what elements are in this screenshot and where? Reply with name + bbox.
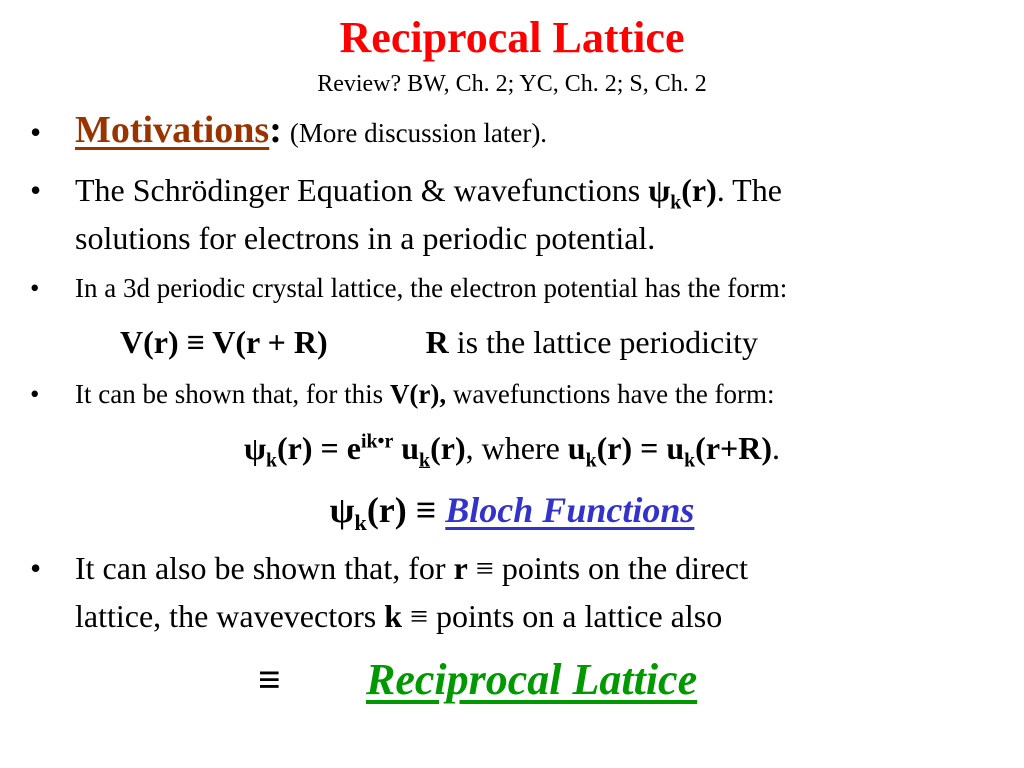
psi-symbol: ψ [648,172,671,208]
bullet-marker: • [30,273,40,303]
form-text-after: wavefunctions have the form: [446,379,775,409]
bloch-functions-definition [0,486,1024,534]
schrodinger-after: . The [716,172,782,208]
eq2-where: , where [465,430,568,466]
eq2-exp-base: (r) = e [277,430,361,466]
eq2-exponent: ik•r [360,430,394,453]
eq2-u-subscript: k [419,449,431,472]
schrodinger-bullet [75,166,984,262]
bloch-form-equation [0,426,1024,470]
bullet-marker: • [30,379,40,409]
final-equiv-symbol: ≡ [258,657,281,702]
equiv-symbol: ≡ [415,490,446,530]
form-text-before: It can be shown that, for this [75,379,390,409]
motivations-line [75,106,984,157]
eq3-arg: (r) [366,490,416,530]
bullet-marker: • [30,114,42,150]
reciprocal-text-2: ≡ points on the direct [467,550,748,586]
schrodinger-line-1 [75,166,984,214]
eq2-u-arg: (r) [430,430,466,466]
bullet-marker: • [30,172,42,208]
psi-subscript-k: k [265,449,278,472]
reciprocal-bullet [75,544,984,640]
psi-symbol: ψ [243,430,266,466]
eq2-period: . [772,430,781,466]
slide-title: Reciprocal Lattice [339,13,685,62]
schrodinger-line-2: solutions for electrons in a periodic potential. [75,220,656,256]
periodicity-text: is the lattice periodicity [448,324,759,360]
reciprocal-text-3: lattice, the wavevectors [75,598,385,634]
wavevector-k: k [384,598,402,634]
potential-symbol: V(r), [389,379,447,409]
reciprocal-text-4: ≡ points on a lattice also [401,598,723,634]
reciprocal-line-2 [75,592,984,640]
reciprocal-line-1 [75,544,984,592]
eq2-u: u [393,430,420,466]
reciprocal-lattice-link[interactable]: Reciprocal Lattice [366,655,698,704]
bloch-functions-link[interactable]: Bloch Functions [445,490,695,530]
bullet-marker: • [30,550,42,586]
eq2-periodic-u-sub-2: k [684,449,696,472]
psi-subscript-k: k [354,510,367,536]
potential-bullet: In a 3d periodic crystal lattice, the electron potential has the form: [75,273,788,303]
psi-arg: (r) [681,172,717,208]
psi-symbol: ψ [329,490,355,530]
lattice-vector-R: R [425,324,449,360]
potential-identity: V(r) ≡ V(r + R) [120,324,328,360]
schrodinger-text: The Schrödinger Equation & wavefunctions [75,172,649,208]
psi-subscript-k: k [670,191,682,214]
wavefunction-form-bullet [75,376,984,412]
eq2-periodic-mid: (r) = u [596,430,685,466]
periodic-potential-equation [120,320,1020,364]
eq2-periodic-u-sub: k [585,449,597,472]
reciprocal-text-1: It can also be shown that, for [75,550,454,586]
slide-subtitle: Review? BW, Ch. 2; YC, Ch. 2; S, Ch. 2 [317,71,707,97]
eq2-periodic-u: u [567,430,586,466]
position-vector-r: r [453,550,468,586]
final-reciprocal-lattice [366,652,697,718]
eq2-periodic-arg: (r+R) [695,430,773,466]
motivations-heading: Motivations [75,109,270,151]
motivations-note: (More discussion later). [289,118,548,148]
motivations-colon: : [269,109,282,151]
